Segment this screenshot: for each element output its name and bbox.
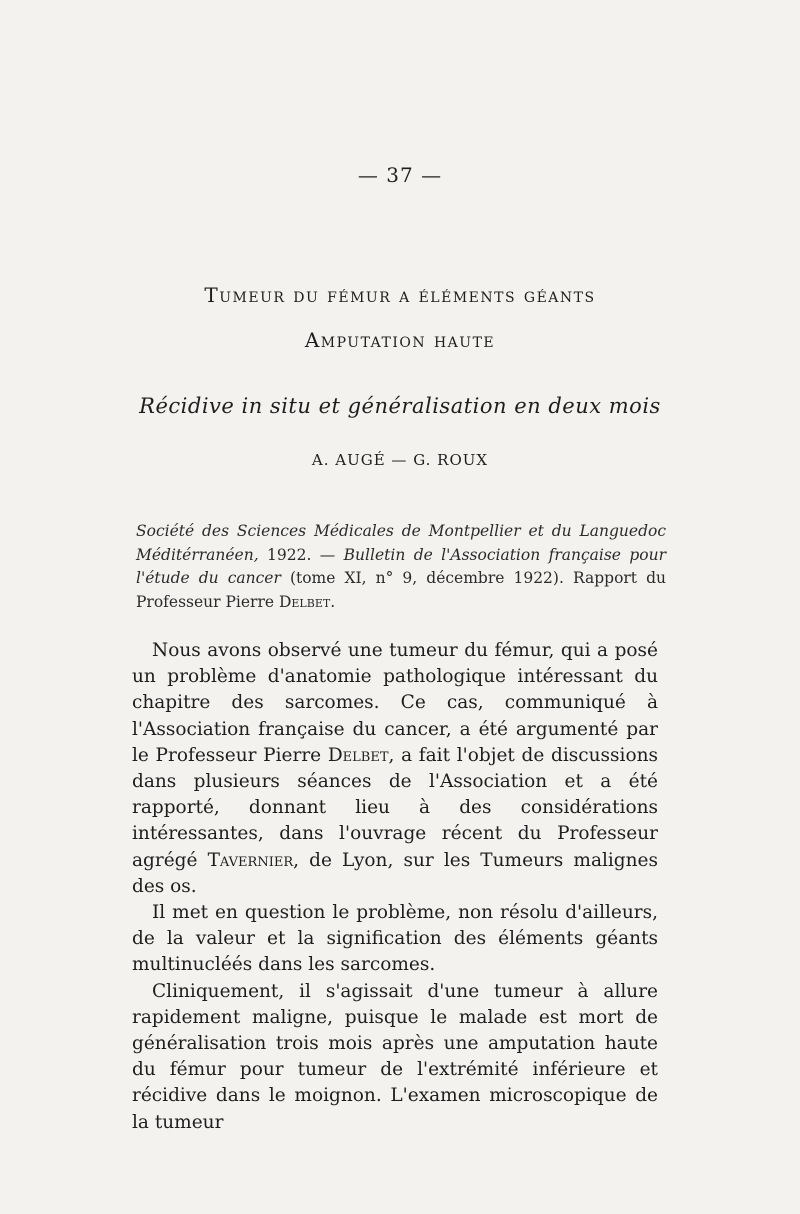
reference-society: Société des Sciences Médicales de Montpellier et du Languedoc Méditérranéen, — [136, 522, 666, 564]
paragraph-1-part-c: , de Lyon, sur les Tumeurs malignes des os. — [132, 849, 659, 897]
name-delbet: Delbet — [327, 744, 389, 766]
reference-year: 1922. — — [258, 545, 344, 564]
bibliographic-reference — [136, 520, 666, 614]
article-title-line-2: Amputation haute — [304, 328, 496, 352]
article-subtitle: Récidive in situ et généralisation en deux mois — [139, 394, 661, 418]
body-text — [132, 638, 658, 1136]
article-title-line-1: Tumeur du fémur a éléments géants — [204, 283, 596, 307]
reference-author-name: Delbet — [278, 592, 331, 611]
reference-details: (tome XI, n° 9, décembre 1922). Rapport du Professeur Pierre — [136, 569, 666, 611]
page-number: — 37 — — [357, 163, 443, 187]
paragraph-1-part-b: , a fait l'objet de discussions dans plusieurs séances de l'Association et a été rapporté, donnant lieu à des considérations intéressantes, dans l'ouvrage récent du Professeur agrégé — [132, 744, 658, 871]
name-tavernier: Tavernier — [207, 849, 294, 871]
paragraph-3: Cliniquement, il s'agissait d'une tumeur à allure rapidement maligne, puisque le malade est mort de généralisation trois mois après une amputation haute du fémur pour tumeur de l'extrémité inférieure et récidive dans le moignon. L'examen microscopique de la tumeur — [132, 980, 658, 1133]
paragraph-1-part-a: Nous avons observé une tumeur du fémur, qui a posé un problème d'anatomie pathologique intéressant du chapitre des sarcomes. Ce cas, communiqué à l'Association française du cancer, a été argumenté par le Professeur Pierre — [132, 640, 658, 766]
reference-bulletin: Bulletin de l'Association française pour l'étude du cancer — [136, 545, 666, 587]
paragraph-2: Il met en question le problème, non résolu d'ailleurs, de la valeur et la signification des éléments géants multinucléés dans les sarcomes. — [132, 902, 658, 976]
reference-end: . — [330, 592, 336, 611]
article-authors: A. AUGÉ — G. ROUX — [311, 451, 489, 469]
paragraph-1 — [132, 638, 658, 900]
